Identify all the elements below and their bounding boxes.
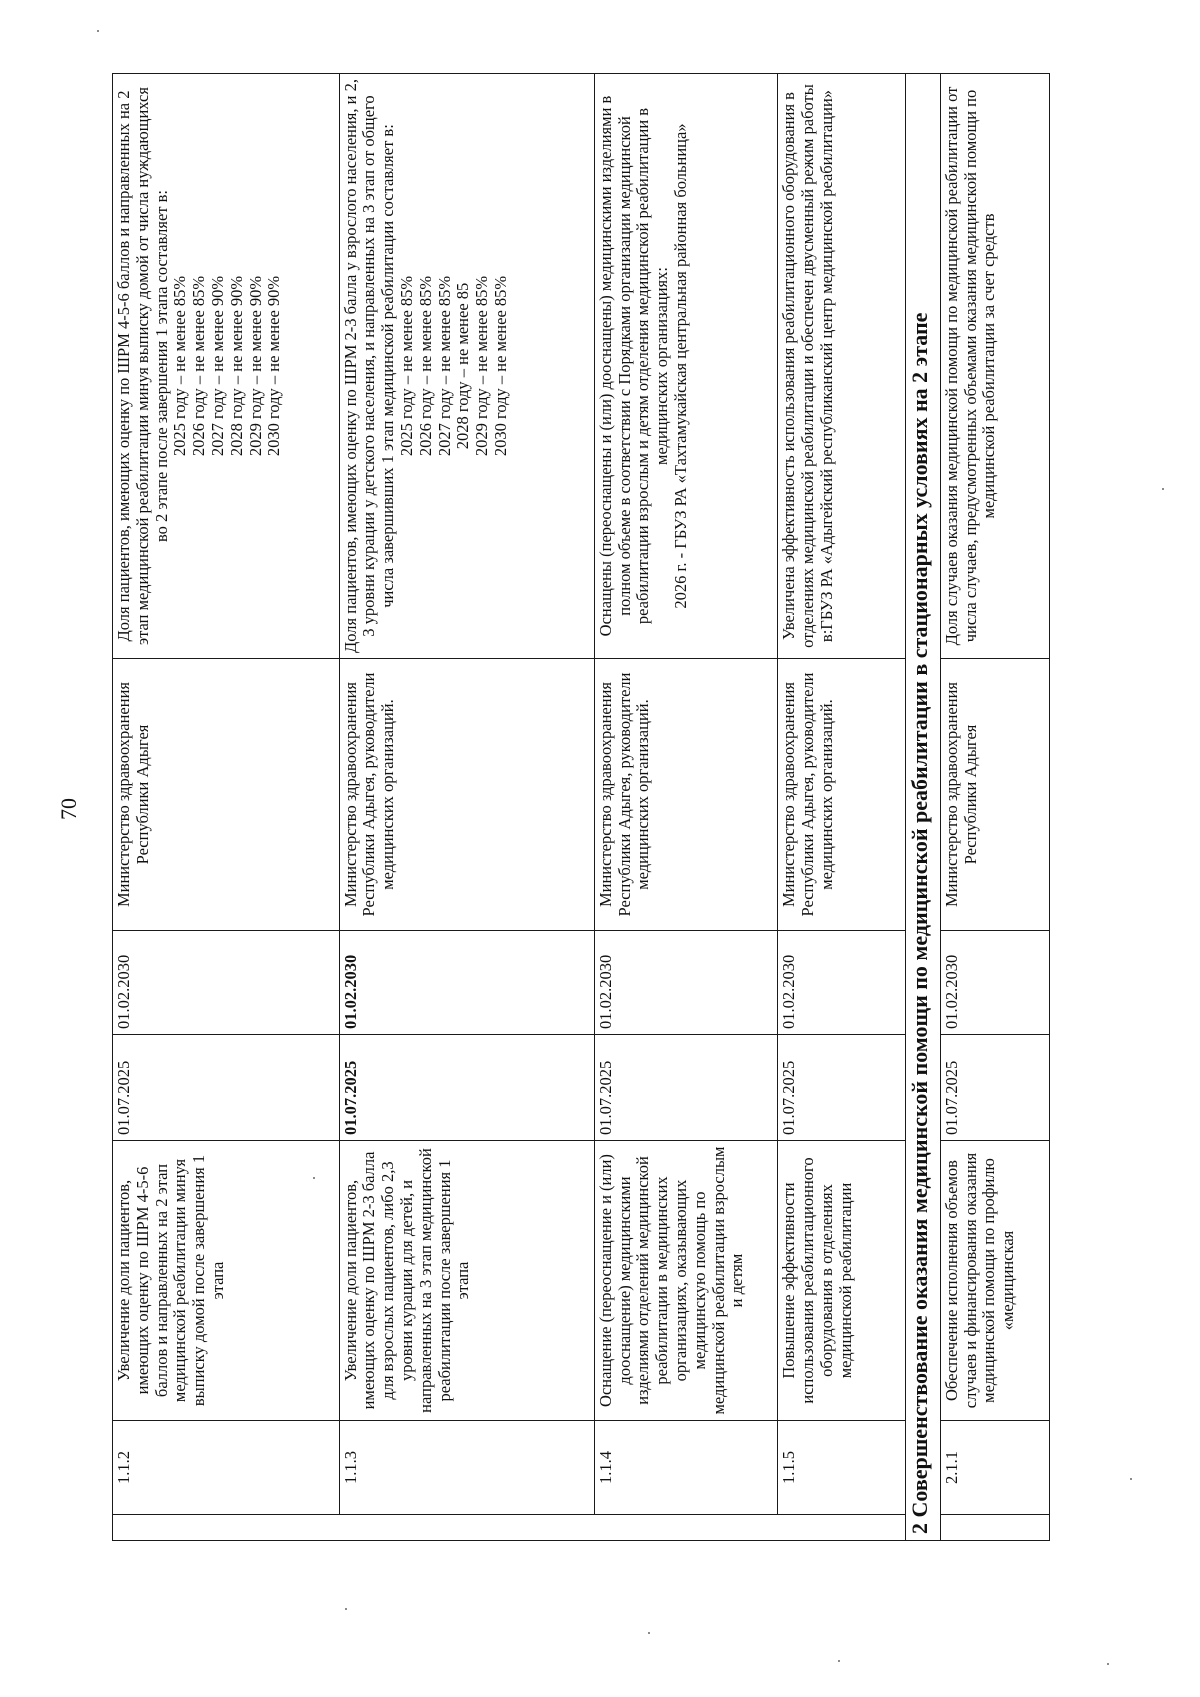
row-number: 1.1.3	[339, 1421, 594, 1515]
blank-first-cell	[113, 1515, 906, 1541]
scan-speck	[1130, 1478, 1132, 1480]
measure-name: Увеличение доли пациентов, имеющих оценку по ШРМ 2-3 балла для взрослых пациентов, либо 2,3 уровни курации для детей, и направленных на 3 этап медицинской реабилитации после завершения 1 этапа	[339, 1141, 594, 1421]
end-date: 01.02.2030	[339, 931, 594, 1035]
table-row	[594, 74, 777, 1541]
measure-name: Оснащение (переоснащение и (или) дооснащение) медицинскими изделиями отделений медицинской реабилитации в медицинских организациях, оказывающих медицинскую помощь по медицинской реабилитации взрослым и детям	[594, 1141, 777, 1421]
scan-speck	[97, 30, 99, 32]
scan-speck	[345, 1608, 347, 1610]
end-date: 01.02.2030	[778, 931, 906, 1035]
scan-speck	[838, 1660, 840, 1662]
row-number: 1.1.2	[113, 1421, 340, 1515]
row-number: 2.1.1	[940, 1421, 1049, 1515]
table-row	[113, 74, 340, 1541]
indicator: Доля пациентов, имеющих оценку по ШРМ 4-5-6 баллов и направленных на 2 этап медицинской реабилитации минуя выписку домой от числа нуждающихся во 2 этапе после завершения 1 этапа составляет в: 2025 году – не менее 85% 2026 году – не менее 85% 2027 году – не менее 90% 2028 году – не менее 90% 2029 году – не менее 90% 2030 году – не менее 90%	[113, 74, 340, 659]
table-row	[940, 74, 1049, 1541]
start-date: 01.07.2025	[594, 1035, 777, 1141]
start-date: 01.07.2025	[339, 1035, 594, 1141]
measure-name: Повышение эффективности использования реабилитационного оборудования в отделениях медицинской реабилитации	[778, 1141, 906, 1421]
start-date: 01.07.2025	[113, 1035, 340, 1141]
indicator: Доля пациентов, имеющих оценку по ШРМ 2-3 балла у взрослого населения, и 2, 3 уровни курации у детского населения, и направленных на 3 этап от общего числа завершивших 1 этап медицинской реабилитации составляет в: 2025 году – не менее 85% 2026 году – не менее 85% 2027 году – не менее 85% 2028 году – не менее 85 2029 году – не менее 85% 2030 году – не менее 85%	[339, 74, 594, 659]
responsible: Министерство здравоохранения Республики Адыгея	[113, 659, 340, 931]
row-number: 1.1.4	[594, 1421, 777, 1515]
responsible: Министерство здравоохранения Республики Адыгея, руководители медицинских организаций.	[339, 659, 594, 931]
page-number: 70	[56, 798, 81, 820]
responsible: Министерство здравоохранения Республики Адыгея, руководители медицинских организаций.	[778, 659, 906, 931]
start-date: 01.07.2025	[778, 1035, 906, 1141]
section-header-row	[905, 74, 940, 1541]
scan-speck	[648, 1632, 650, 1634]
scan-speck	[1162, 488, 1164, 490]
end-date: 01.02.2030	[940, 931, 1049, 1035]
table-row	[339, 74, 594, 1541]
row-number: 1.1.5	[778, 1421, 906, 1515]
indicator: Доля случаев оказания медицинской помощи по медицинской реабилитации от числа случаев, предусмотренных объемами оказания медицинской помощи по медицинской реабилитации за счет средств	[940, 74, 1049, 659]
scan-speck	[313, 1177, 315, 1179]
end-date: 01.02.2030	[113, 931, 340, 1035]
scan-speck	[1107, 1663, 1109, 1665]
end-date: 01.02.2030	[594, 931, 777, 1035]
rotated-table-container	[112, 73, 1050, 1541]
responsible: Министерство здравоохранения Республики Адыгея, руководители медицинских организаций.	[594, 659, 777, 931]
start-date: 01.07.2025	[940, 1035, 1049, 1141]
indicator: Увеличена эффективность использования реабилитационного оборудования в отделениях медицинской реабилитации и обеспечен двусменный режим работы в:ГБУЗ РА «Адыгейский республиканский центр медицинской реабилитации»	[778, 74, 906, 659]
table-row	[778, 74, 906, 1541]
indicator: Оснащены (переоснащены и (или) дооснащены) медицинскими изделиями в полном объеме в соответствии с Порядками организации медицинской реабилитации взрослым и детям отделения медицинской реабилитации в медицинских организациях: 2026 г. - ГБУЗ РА «Тахтамукайская центральная районная больница»	[594, 74, 777, 659]
measures-table	[112, 73, 1050, 1541]
measure-name: Увеличение доли пациентов, имеющих оценку по ШРМ 4-5-6 баллов и направленных на 2 этап медицинской реабилитации минуя выписку домой после завершения 1 этапа	[113, 1141, 340, 1421]
measure-name: Обеспечение исполнения объемов случаев и финансирования оказания медицинской помощи по профилю «медицинская	[940, 1141, 1049, 1421]
responsible: Министерство здравоохранения Республики Адыгея	[940, 659, 1049, 931]
blank-first-cell	[940, 1515, 1049, 1541]
section-title: 2 Совершенствование оказания медицинской помощи по медицинской реабилитации в стационарных условиях на 2 этапе	[905, 74, 940, 1541]
